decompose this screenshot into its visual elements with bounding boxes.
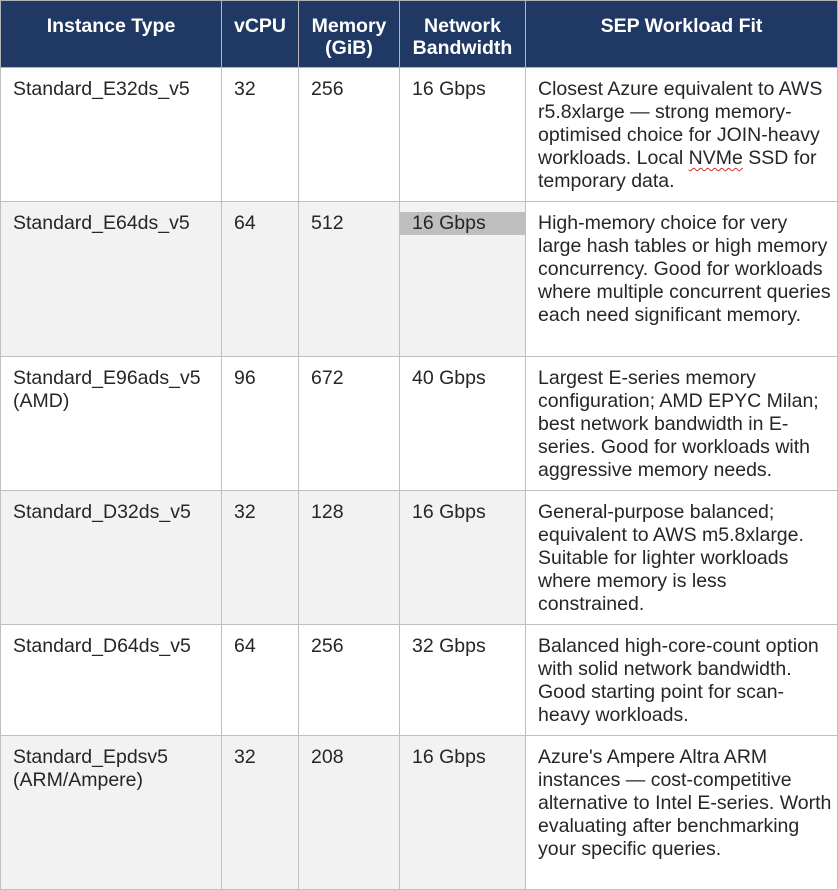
cell-memory: 208 [299, 736, 400, 890]
cell-memory: 256 [299, 68, 400, 202]
cell-network: 16 Gbps [400, 68, 526, 202]
cell-memory: 256 [299, 625, 400, 736]
cell-network: 16 Gbps [400, 491, 526, 625]
cell-vcpu: 32 [222, 68, 299, 202]
header-workload-fit: SEP Workload Fit [526, 1, 838, 68]
fit-text-start: Closest Azure equivalent to AWS r5.8xlarge — strong memory-optimised choice for JOIN-heavy workloads. Local [538, 78, 823, 169]
cell-workload-fit: General-purpose balanced; equivalent to AWS m5.8xlarge. Suitable for lighter workloads where memory is less constrained. [526, 491, 838, 625]
cell-instance-type: Standard_D32ds_v5 [1, 491, 222, 625]
table-row [1, 68, 838, 202]
cell-workload-fit: Largest E-series memory configuration; AMD EPYC Milan; best network bandwidth in E-series. Good for workloads with aggressive memory needs. [526, 357, 838, 491]
header-network: Network Bandwidth [400, 1, 526, 68]
cell-memory: 128 [299, 491, 400, 625]
cell-workload-fit: Balanced high-core-count option with solid network bandwidth. Good starting point for scan-heavy workloads. [526, 625, 838, 736]
cell-vcpu: 64 [222, 202, 299, 357]
table-row [1, 736, 838, 890]
table-row [1, 202, 838, 357]
cell-network[interactable] [400, 202, 526, 357]
cell-workload-fit: Azure's Ampere Altra ARM instances — cost-competitive alternative to Intel E-series. Worth evaluating after benchmarking your specific queries. [526, 736, 838, 890]
spellcheck-flagged-word[interactable]: NVMe [688, 147, 743, 169]
cell-vcpu: 32 [222, 736, 299, 890]
selected-cell-highlight: 16 Gbps [400, 212, 525, 235]
cell-memory: 672 [299, 357, 400, 491]
cell-vcpu: 64 [222, 625, 299, 736]
table-row [1, 491, 838, 625]
cell-vcpu: 32 [222, 491, 299, 625]
cell-instance-type: Standard_E32ds_v5 [1, 68, 222, 202]
cell-network: 32 Gbps [400, 625, 526, 736]
cell-memory: 512 [299, 202, 400, 357]
cell-instance-type: Standard_Epdsv5 (ARM/Ampere) [1, 736, 222, 890]
fit-text-end: SSD for temporary data. [538, 147, 817, 192]
header-instance-type: Instance Type [1, 1, 222, 68]
cell-network: 40 Gbps [400, 357, 526, 491]
cell-network: 16 Gbps [400, 736, 526, 890]
header-vcpu: vCPU [222, 1, 299, 68]
table-row [1, 625, 838, 736]
cell-instance-type: Standard_D64ds_v5 [1, 625, 222, 736]
cell-instance-type: Standard_E64ds_v5 [1, 202, 222, 357]
cell-workload-fit: High-memory choice for very large hash tables or high memory concurrency. Good for workloads where multiple concurrent queries each need significant memory. [526, 202, 838, 357]
cell-instance-type: Standard_E96ads_v5 (AMD) [1, 357, 222, 491]
cell-workload-fit [526, 68, 838, 202]
header-memory: Memory (GiB) [299, 1, 400, 68]
table-row [1, 357, 838, 491]
header-row [1, 1, 838, 68]
cell-vcpu: 96 [222, 357, 299, 491]
